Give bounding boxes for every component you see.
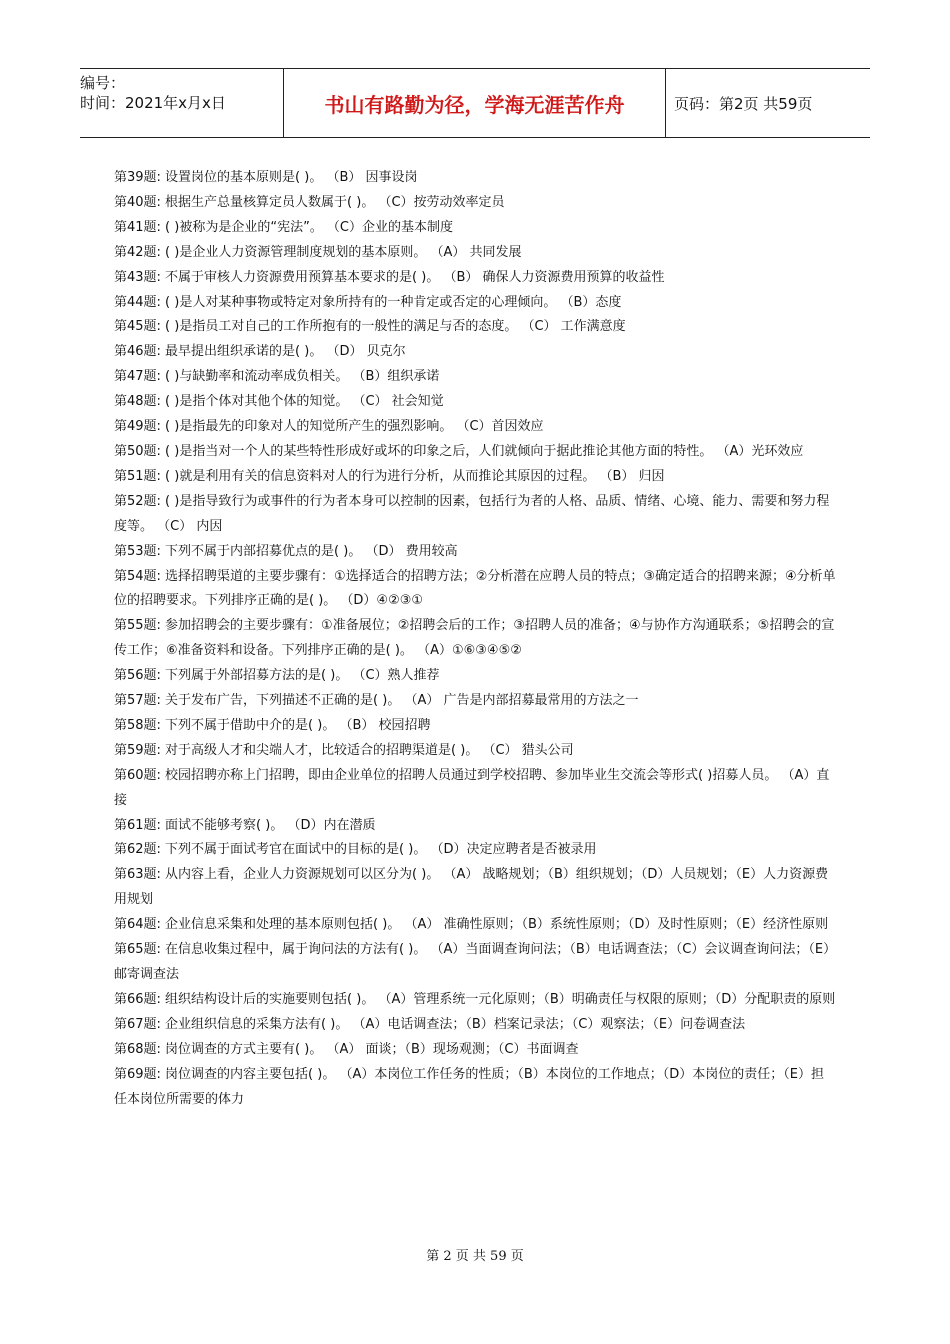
question-item: 第40题: 根据生产总量核算定员人数属于( )。 （C）按劳动效率定员 [114,194,505,210]
question-item: 第49题: ( )是指最先的印象对人的知觉所产生的强烈影响。 （C）首因效应 [114,419,544,435]
time-label: 时间：2021年x月x日 [80,94,226,112]
question-item: 第42题: ( )是企业人力资源管理制度规划的基本原则。 （A） 共同发展 [114,244,522,260]
question-item: 第63题: 从内容上看，企业人力资源规划可以区分为( )。 （A） 战略规划；（B）组织规划；（D）人员规划；（E）人力资源费用规划 [114,867,829,908]
question-item: 第44题: ( )是人对某种事物或特定对象所持有的一种肯定或否定的心理倾向。 （B）态度 [114,294,622,310]
question-item: 第45题: ( )是指员工对自己的工作所抱有的一般性的满足与否的态度。 （C） 工作满意度 [114,319,626,335]
question-item: 第48题: ( )是指个体对其他个体的知觉。 （C） 社会知觉 [114,394,444,410]
question-item: 第68题: 岗位调查的方式主要有( )。 （A） 面谈；（B）现场观测；（C）书面调查 [114,1041,579,1057]
question-item: 第59题: 对于高级人才和尖端人才，比较适合的招聘渠道是( )。 （C） 猎头公司 [114,742,574,758]
header-page-info: 页码：第2页 共59页 [674,94,813,113]
question-item: 第47题: ( )与缺勤率和流动率成负相关。 （B）组织承诺 [114,369,440,385]
question-item: 第67题: 企业组织信息的采集方法有( )。 （A）电话调查法；（B）档案记录法；（C）观察法；（E）问卷调查法 [114,1016,746,1032]
page-footer: 第 2 页 共 59 页 [426,1249,524,1264]
question-item: 第69题: 岗位调查的内容主要包括( )。 （A）本岗位工作任务的性质；（B）本岗位的工作地点；（D）本岗位的责任；（E）担任本岗位所需要的体力 [114,1066,824,1107]
question-item: 第57题: 关于发布广告，下列描述不正确的是( )。 （A） 广告是内部招募最常用的方法之一 [114,693,639,709]
question-item: 第65题: 在信息收集过程中，属于询问法的方法有( )。 （A）当面调查询问法；（B）电话调查法；（C）会议调查询问法；（E）邮寄调查法 [114,942,830,982]
question-item: 第43题: 不属于审核人力资源费用预算基本要求的是( )。 （B） 确保人力资源费用预算的收益性 [114,269,665,285]
question-item: 第54题: 选择招聘渠道的主要步骤有：①选择适合的招聘方法；②分析潜在应聘人员的特点；③确定适合的招聘来源；④分析单位的招聘要求。下列排序正确的是( )。 （D）④②③① [114,568,836,609]
question-item: 第62题: 下列不属于面试考官在面试中的目标的是( )。 （D）决定应聘者是否被录用 [114,842,597,858]
question-item: 第60题: 校园招聘亦称上门招聘，即由企业单位的招聘人员通过到学校招聘、参加毕业生交流会等形式( )招募人员。 （A）直接 [114,767,830,808]
number-label: 编号： [80,74,126,92]
question-list [114,166,836,1112]
question-item: 第50题: ( )是指当对一个人的某些特性形成好或坏的印象之后，人们就倾向于据此推论其他方面的特性。 （A）光环效应 [114,443,804,459]
header-motto: 书山有路勤为径，学海无涯苦作舟 [284,69,666,137]
question-item: 第56题: 下列属于外部招募方法的是( )。 （C）熟人推荐 [114,668,440,684]
question-item: 第55题: 参加招聘会的主要步骤有：①准备展位；②招聘会后的工作；③招聘人员的准备；④与协作方沟通联系；⑤招聘会的宣传工作；⑥准备资料和设备。下列排序正确的是( )。 （A）①⑥③④⑤② [114,618,835,659]
question-item: 第58题: 下列不属于借助中介的是( )。 （B） 校园招聘 [114,717,431,733]
header-meta [80,69,284,137]
question-item: 第53题: 下列不属于内部招募优点的是( )。 （D） 费用较高 [114,543,458,559]
question-item: 第61题: 面试不能够考察( )。 （D）内在潜质 [114,817,376,833]
question-item: 第66题: 组织结构设计后的实施要则包括( )。 （A）管理系统一元化原则；（B）明确责任与权限的原则；（D）分配职责的原则 [114,991,836,1007]
question-item: 第51题: ( )就是利用有关的信息资料对人的行为进行分析，从而推论其原因的过程。 （B） 归因 [114,468,665,484]
question-item: 第39题: 设置岗位的基本原则是( )。 （B） 因事设岗 [114,170,418,185]
question-item: 第52题: ( )是指导致行为或事件的行为者本身可以控制的因素，包括行为者的人格、品质、情绪、心境、能力、需要和努力程度等。 （C） 内因 [114,493,830,534]
question-item: 第64题: 企业信息采集和处理的基本原则包括( )。 （A） 准确性原则；（B）系统性原则；（D）及时性原则；（E）经济性原则 [114,917,829,933]
page-header [80,68,870,138]
question-item: 第46题: 最早提出组织承诺的是( )。 （D） 贝克尔 [114,344,406,360]
question-item: 第41题: ( )被称为是企业的“宪法”。 （C）企业的基本制度 [114,219,454,235]
